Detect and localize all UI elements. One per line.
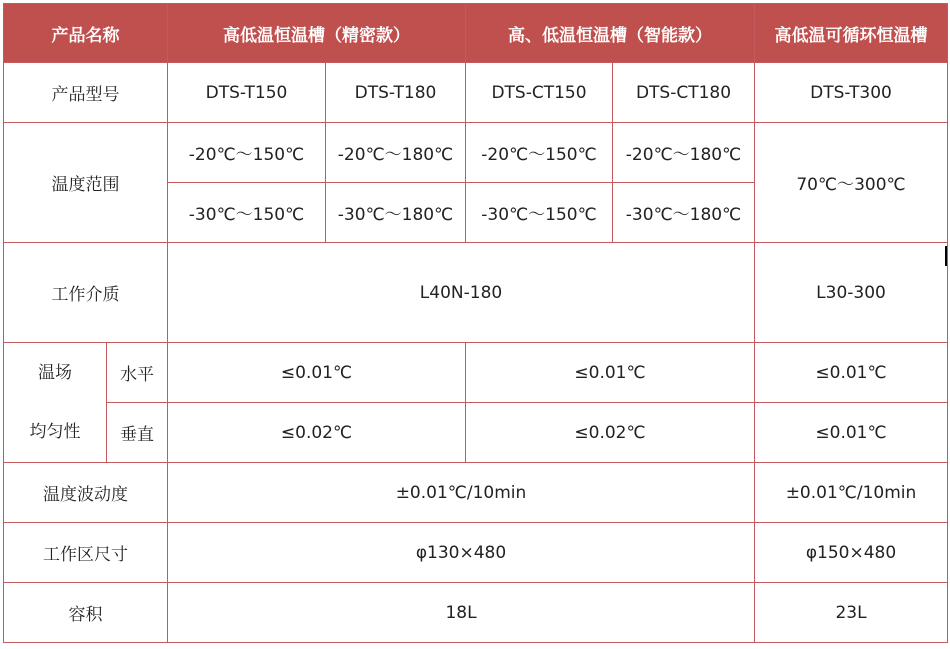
model-cell: DTS-T300 — [755, 63, 948, 123]
uniformity-vertical-label: 垂直 — [107, 403, 168, 463]
uniformity-label — [4, 343, 107, 463]
header-product-name: 产品名称 — [4, 4, 168, 63]
uniformity-horizontal-label: 水平 — [107, 343, 168, 403]
work-size-main: φ130×480 — [168, 523, 755, 583]
work-size-row — [4, 523, 948, 583]
medium-main: L40N-180 — [168, 243, 755, 343]
work-size-circulating: φ150×480 — [755, 523, 948, 583]
medium-label: 工作介质 — [4, 243, 168, 343]
medium-circulating: L30-300 — [755, 243, 948, 343]
text-cursor — [945, 246, 947, 266]
uniformity-horizontal-precision: ≤0.01℃ — [168, 343, 466, 403]
temp-range-cell: -20℃～180℃ — [613, 123, 755, 183]
temp-range-cell: -20℃～180℃ — [326, 123, 466, 183]
uniformity-row-vertical — [4, 403, 948, 463]
temp-range-cell: -30℃～150℃ — [168, 183, 326, 243]
volume-main: 18L — [168, 583, 755, 643]
volume-circulating: 23L — [755, 583, 948, 643]
uniformity-horizontal-smart: ≤0.01℃ — [466, 343, 755, 403]
temp-range-cell: -30℃～180℃ — [326, 183, 466, 243]
temp-range-row-1 — [4, 123, 948, 183]
fluctuation-label: 温度波动度 — [4, 463, 168, 523]
volume-row — [4, 583, 948, 643]
temp-range-cell: -20℃～150℃ — [168, 123, 326, 183]
fluctuation-main: ±0.01℃/10min — [168, 463, 755, 523]
medium-row — [4, 243, 948, 343]
header-row — [4, 4, 948, 63]
temp-range-cell: -30℃～180℃ — [613, 183, 755, 243]
work-size-label: 工作区尺寸 — [4, 523, 168, 583]
uniformity-vertical-smart: ≤0.02℃ — [466, 403, 755, 463]
header-smart-group: 高、低温恒温槽（智能款） — [466, 4, 755, 63]
model-cell: DTS-CT150 — [466, 63, 613, 123]
temp-range-cell: -30℃～150℃ — [466, 183, 613, 243]
uniformity-label-bottom: 均匀性 — [29, 421, 81, 442]
model-label: 产品型号 — [4, 63, 168, 123]
fluctuation-row — [4, 463, 948, 523]
uniformity-vertical-circulating: ≤0.01℃ — [755, 403, 948, 463]
header-precision-group: 高低温恒温槽（精密款） — [168, 4, 466, 63]
uniformity-label-top: 温场 — [38, 362, 72, 383]
header-circulating-group: 高低温可循环恒温槽 — [755, 4, 948, 63]
uniformity-row-horizontal — [4, 343, 948, 403]
model-cell: DTS-CT180 — [613, 63, 755, 123]
model-row — [4, 63, 948, 123]
model-cell: DTS-T180 — [326, 63, 466, 123]
uniformity-vertical-precision: ≤0.02℃ — [168, 403, 466, 463]
model-cell: DTS-T150 — [168, 63, 326, 123]
uniformity-horizontal-circulating: ≤0.01℃ — [755, 343, 948, 403]
fluctuation-circulating: ±0.01℃/10min — [755, 463, 948, 523]
spec-table — [3, 3, 948, 643]
temp-range-cell: -20℃～150℃ — [466, 123, 613, 183]
temp-range-circulating: 70℃～300℃ — [755, 123, 948, 243]
volume-label: 容积 — [4, 583, 168, 643]
temp-range-label: 温度范围 — [4, 123, 168, 243]
